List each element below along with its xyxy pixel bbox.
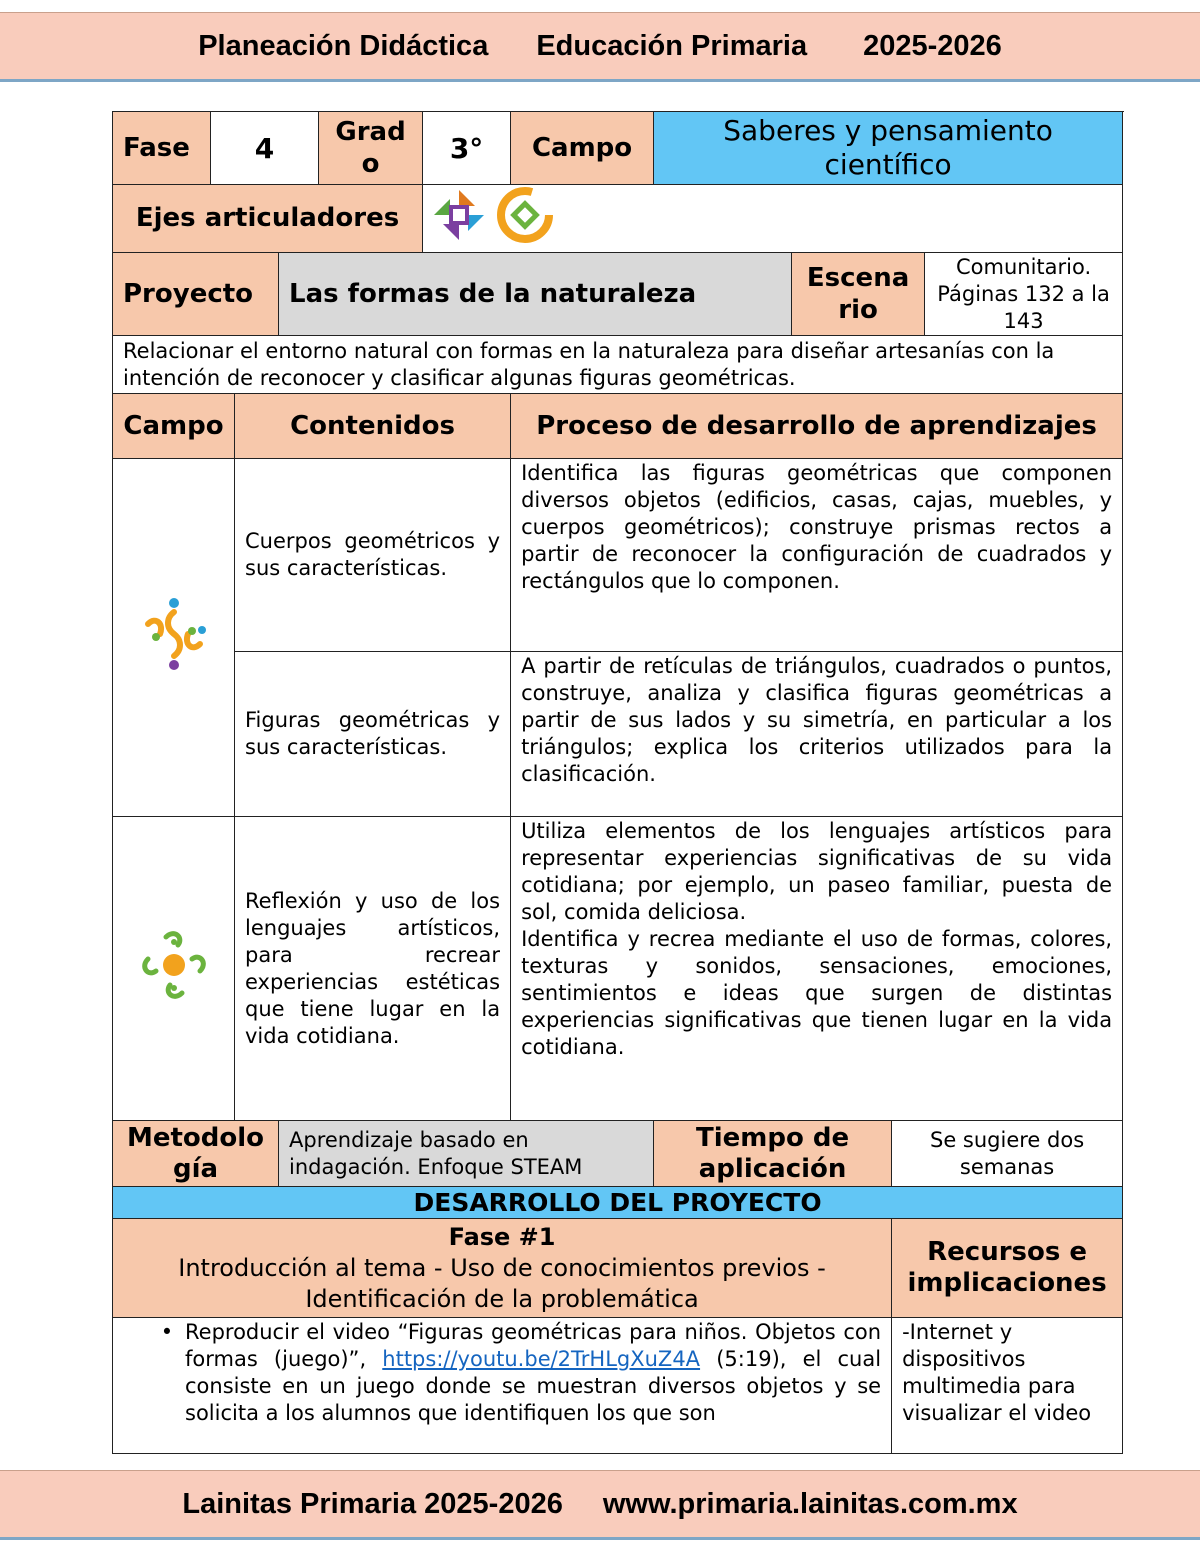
footer-brand: Lainitas Primaria 2025-2026	[182, 1487, 563, 1520]
escenario-value: Comunitario. Páginas 132 a la 143	[925, 253, 1123, 336]
recursos-label: Recursos e implicaciones	[892, 1219, 1123, 1318]
metodologia-label: Metodología	[113, 1121, 279, 1187]
saberes-pensamiento-cientifico-icon	[134, 594, 214, 681]
fase-subtitle: Introducción al tema - Uso de conocimientos previos - Identificación de la problemática	[178, 1253, 826, 1313]
activity-item	[149, 1319, 881, 1427]
header-banner	[0, 12, 1200, 82]
fase-label: Fase	[113, 112, 211, 185]
escenario-label: Escenario	[792, 253, 925, 336]
col-campo-header: Campo	[113, 394, 235, 459]
grado-value: 3°	[423, 112, 511, 185]
col-pda-header: Proceso de desarrollo de aprendizajes	[511, 394, 1123, 459]
tiempo-value: Se sugiere dos semanas	[892, 1121, 1123, 1187]
proposito: Relacionar el entorno natural con formas en la naturaleza para diseñar artesanías con la intención de reconocer y clasificar algunas figuras geométricas.	[113, 336, 1123, 394]
video-link[interactable]: https://youtu.be/2TrHLgXuZ4A	[382, 1347, 701, 1371]
ejes-icons	[423, 185, 1123, 253]
inclusion-icon	[431, 187, 487, 250]
tiempo-label: Tiempo de aplicación	[654, 1121, 892, 1187]
contenido-1: Cuerpos geométricos y sus características.	[235, 459, 511, 652]
campo-lenguajes-cell	[113, 817, 235, 1121]
footer-url: www.primaria.lainitas.com.mx	[602, 1487, 1018, 1520]
fase-title: Fase #1	[448, 1222, 556, 1251]
campo-saberes-cell	[113, 459, 235, 817]
campo-value: Saberes y pensamiento científico	[654, 112, 1123, 185]
header-nivel: Educación Primaria	[536, 29, 808, 62]
header-planeacion: Planeación Didáctica	[198, 29, 489, 62]
pda-3-cell	[511, 817, 1123, 1121]
planeacion-table	[112, 111, 1123, 1454]
vida-saludable-icon	[496, 186, 554, 251]
pda-2: A partir de retículas de triángulos, cuadrados o puntos, construye, analiza y clasifica figuras geométricas a partir de sus lados y su simetría, en particular a los triángulos; explica los criterios utilizados para la clasificación.	[511, 652, 1123, 817]
campo-label: Campo	[511, 112, 654, 185]
proyecto-label: Proyecto	[113, 253, 279, 336]
contenido-3: Reflexión y uso de los lenguajes artísticos, para recrear experiencias estéticas que tiene lugar en la vida cotidiana.	[235, 817, 511, 1121]
col-contenidos-header: Contenidos	[235, 394, 511, 459]
pda-3a: Utiliza elementos de los lenguajes artísticos para representar experiencias significativas de su vida cotidiana; por ejemplo, un paseo familiar, puesta de sol, comida deliciosa.	[521, 819, 1113, 924]
fase-value: 4	[211, 112, 319, 185]
bullet-icon: •	[160, 1320, 174, 1344]
desarrollo-title: DESARROLLO DEL PROYECTO	[113, 1187, 1123, 1219]
grado-label: Grado	[319, 112, 423, 185]
ejes-label: Ejes articuladores	[113, 185, 423, 253]
header-ciclo: 2025-2026	[863, 29, 1002, 62]
pda-3b: Identifica y recrea mediante el uso de formas, colores, texturas y sonidos, sensaciones, emociones, sentimientos e ideas que surgen de distintas experiencias significativas que tienen lugar en la vida cotidiana.	[521, 927, 1113, 1059]
proyecto-value: Las formas de la naturaleza	[279, 253, 792, 336]
fase-heading-cell	[113, 1219, 892, 1318]
activity-cell	[113, 1318, 892, 1454]
recursos-value: -Internet y dispositivos multimedia para visualizar el video	[892, 1318, 1123, 1454]
contenido-2: Figuras geométricas y sus características.	[235, 652, 511, 817]
pda-1: Identifica las figuras geométricas que componen diversos objetos (edificios, casas, cajas, muebles, y cuerpos geométricos); construye prismas rectos a partir de reconocer la configuración de cuadrados y rectángulos que lo componen.	[511, 459, 1123, 652]
footer-banner	[0, 1470, 1200, 1540]
activity-text: Reproducir el video “Figuras geométricas para niños. Objetos con formas (juego)”, https://youtu.be/2TrHLgXuZ4A (5:19), el cual consiste en un juego donde se muestran diversos objetos y se solicita a los alumnos que identifiquen los que son	[185, 1320, 882, 1425]
metodologia-value: Aprendizaje basado en indagación. Enfoque STEAM	[279, 1121, 654, 1187]
lenguajes-icon	[134, 925, 214, 1012]
